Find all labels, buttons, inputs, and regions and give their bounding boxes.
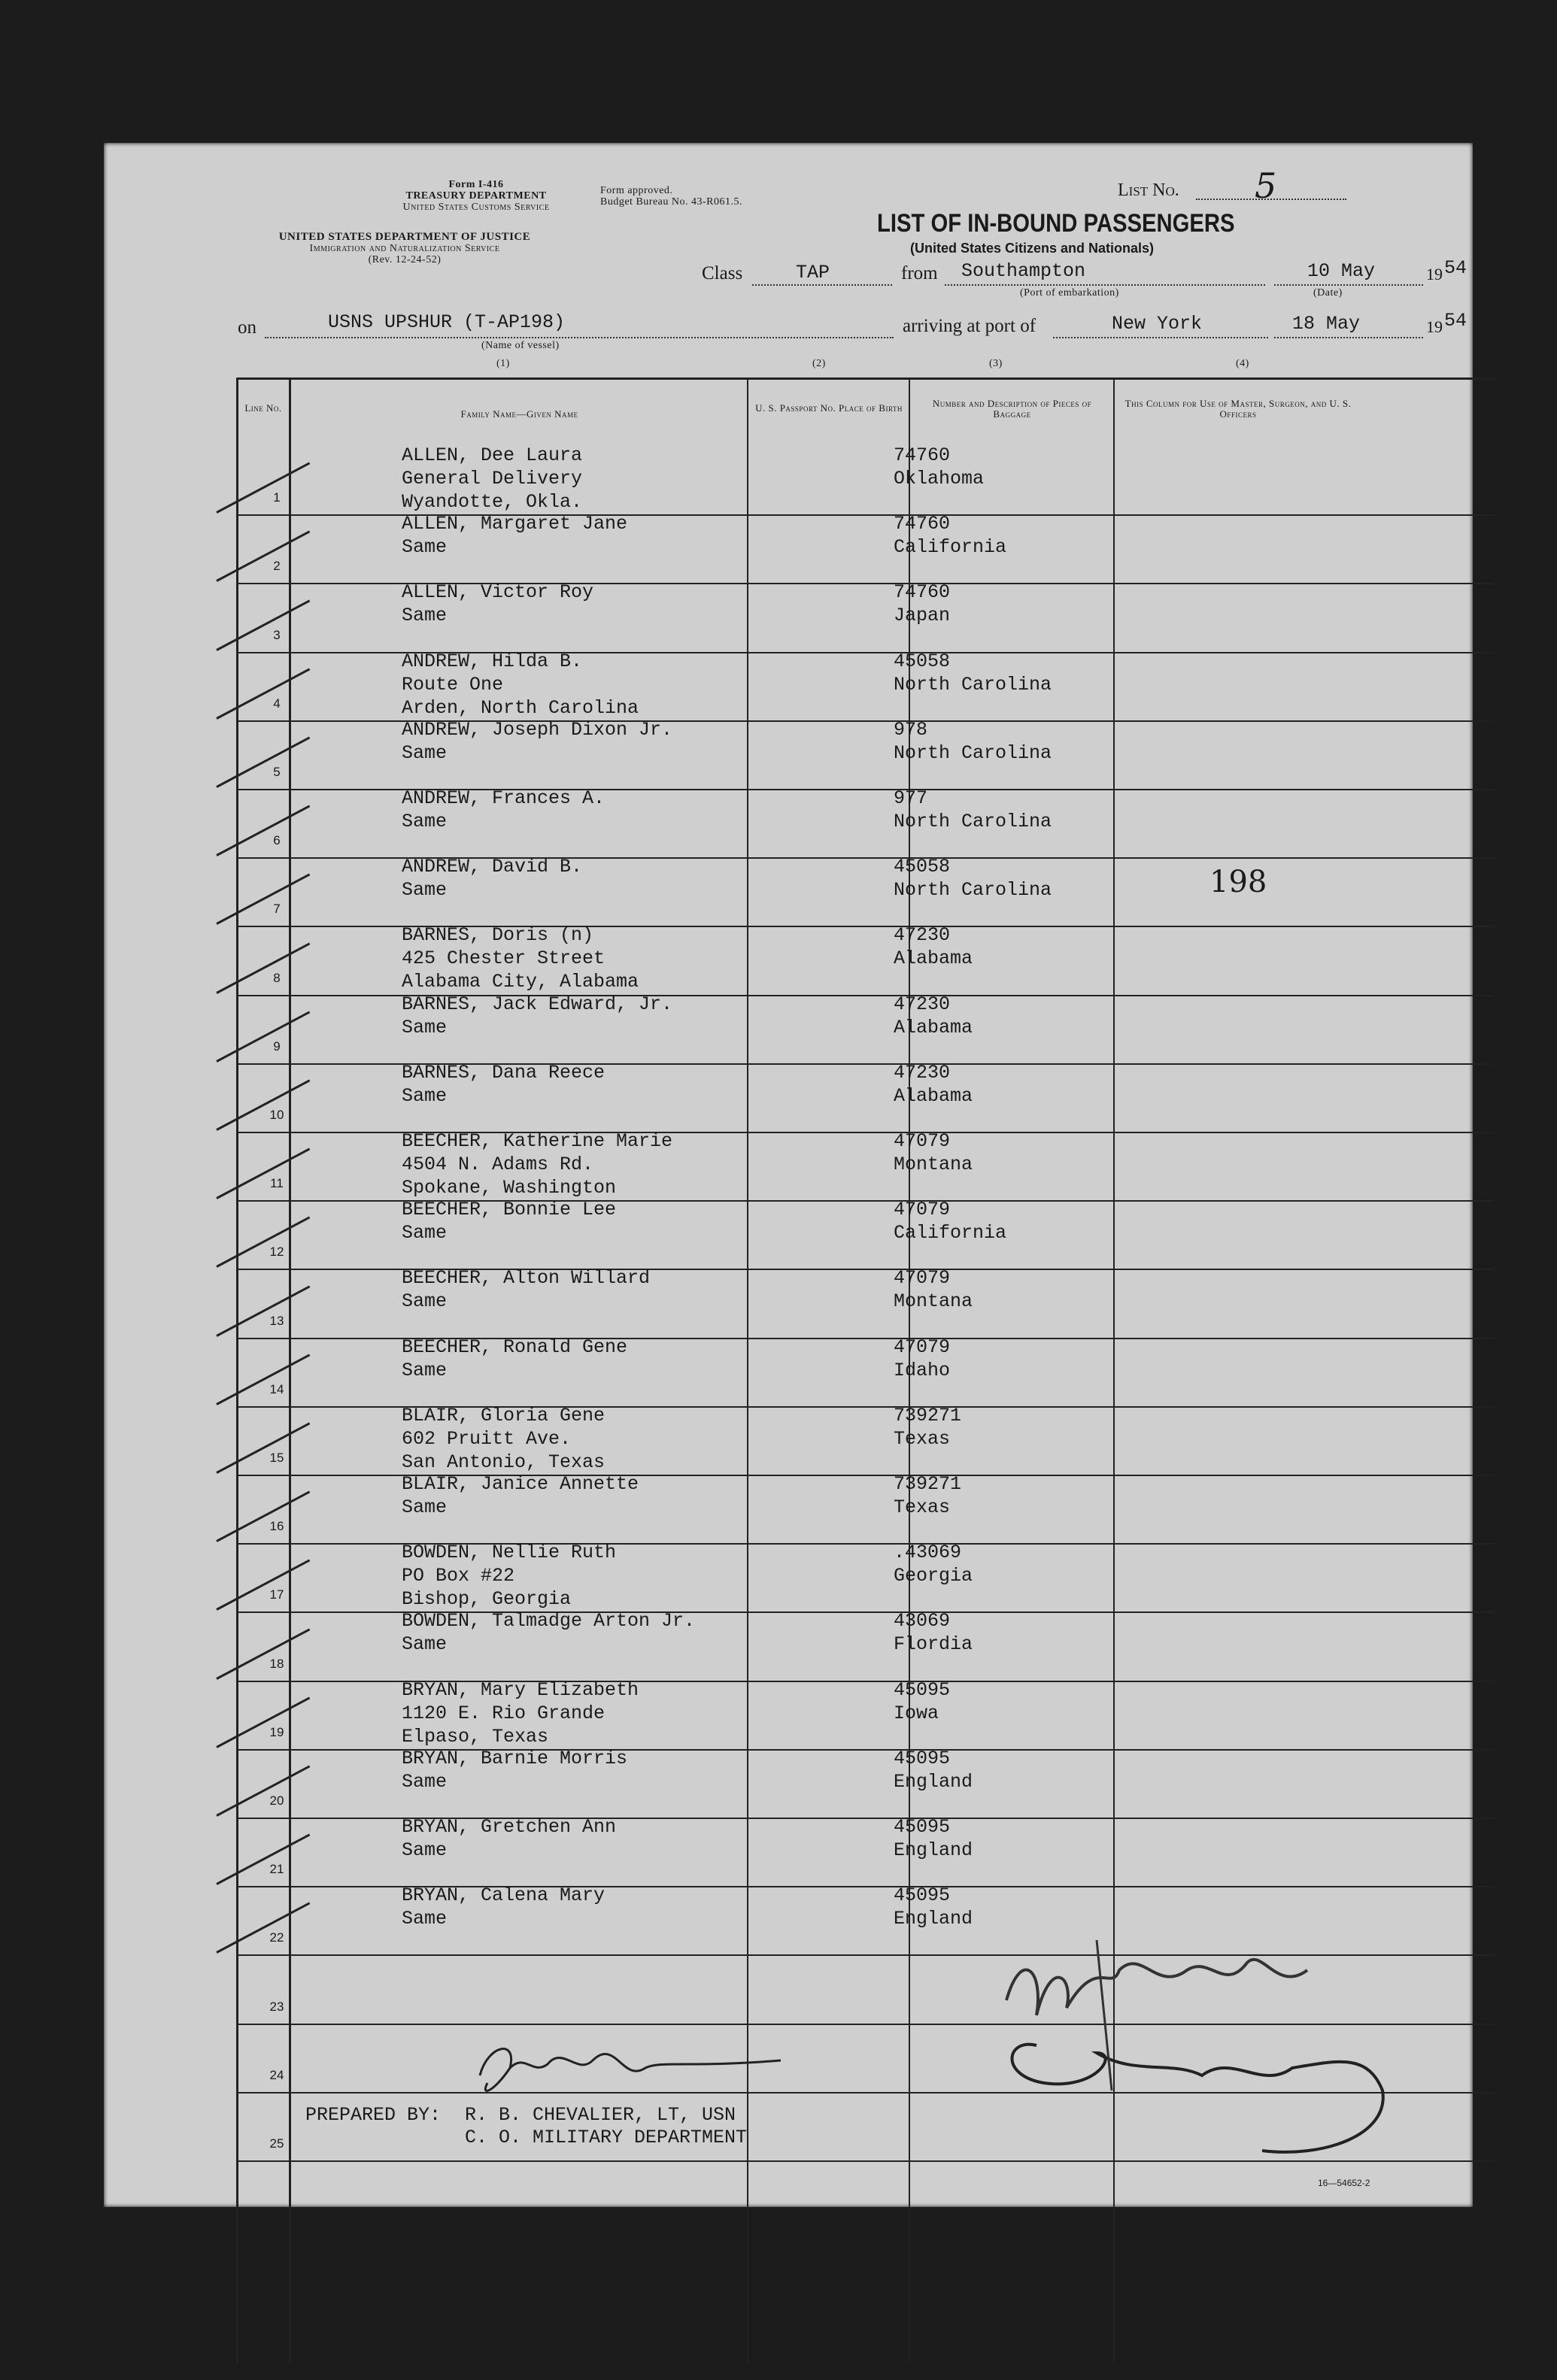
arriving-label: arriving at port of xyxy=(903,316,1036,336)
line-number: 16 xyxy=(269,1519,284,1534)
table-row xyxy=(104,1747,1473,1819)
check-mark-icon xyxy=(216,1560,310,1611)
list-no-label: List No. xyxy=(1118,180,1179,200)
form-id-block xyxy=(360,179,593,213)
passport-birthplace: 47079 California xyxy=(894,1199,1007,1245)
customs-service: United States Customs Service xyxy=(402,202,550,213)
line-number: 21 xyxy=(269,1862,284,1877)
passenger-name: ALLEN, Margaret Jane Same xyxy=(402,513,628,559)
passport-birthplace: 45095 Iowa xyxy=(894,1678,951,1724)
passport-birthplace: 74760 California xyxy=(894,513,1007,559)
passenger-name: BARNES, Doris (n) 425 Chester Street Alabama City, Alabama xyxy=(402,924,639,993)
officer-signature-icon xyxy=(871,1865,1443,2211)
form-number: Form I-416 xyxy=(448,179,504,190)
passenger-name: ANDREW, Hilda B. Route One Arden, North Carolina xyxy=(402,650,639,719)
passport-birthplace: .43069 Georgia xyxy=(894,1542,973,1587)
col-num-4: (4) xyxy=(1236,358,1249,369)
table-row xyxy=(104,856,1473,927)
line-number: 25 xyxy=(269,2136,284,2151)
line-number: 15 xyxy=(269,1450,284,1465)
line-number: 14 xyxy=(269,1381,284,1396)
col-header-line-no: Line No. xyxy=(244,402,282,414)
check-mark-icon xyxy=(216,1354,310,1405)
table-row xyxy=(104,787,1473,859)
table-row xyxy=(104,581,1473,653)
passenger-name: BRYAN, Barnie Morris Same xyxy=(402,1747,628,1793)
table-row xyxy=(104,1267,1473,1339)
line-number: 9 xyxy=(273,1038,281,1054)
vessel-value: USNS UPSHUR (T-AP198) xyxy=(328,311,566,333)
table-row xyxy=(104,1061,1473,1133)
line-number: 23 xyxy=(269,1999,284,2014)
table-row xyxy=(104,993,1473,1065)
line-number: 19 xyxy=(269,1724,284,1739)
passenger-name: BRYAN, Gretchen Ann Same xyxy=(402,1816,617,1861)
passport-birthplace: 47230 Alabama xyxy=(894,924,973,970)
passenger-name: BLAIR, Gloria Gene 602 Pruitt Ave. San Antonio, Texas xyxy=(402,1404,606,1473)
date-arrival-line xyxy=(1274,337,1423,338)
passport-birthplace: 45058 North Carolina xyxy=(894,650,1052,696)
check-mark-icon xyxy=(216,1834,310,1885)
table-row xyxy=(104,513,1473,584)
passport-birthplace: 74760 Oklahoma xyxy=(894,444,985,490)
line-number: 12 xyxy=(269,1245,284,1260)
passenger-list-form xyxy=(104,143,1473,2207)
check-mark-icon xyxy=(216,1628,310,1679)
line-number: 4 xyxy=(273,696,281,711)
preparer-signature-icon xyxy=(465,2023,811,2113)
passenger-name: BOWDEN, Talmadge Arton Jr. Same xyxy=(402,1610,696,1656)
passenger-name: BARNES, Jack Edward, Jr. Same xyxy=(402,993,673,1038)
line-number: 11 xyxy=(270,1176,284,1191)
line-number: 17 xyxy=(269,1587,284,1602)
passport-birthplace: 45058 North Carolina xyxy=(894,856,1052,902)
passenger-name: ANDREW, Frances A. Same xyxy=(402,787,606,832)
line-number: 10 xyxy=(269,1107,284,1122)
check-mark-icon xyxy=(216,1079,310,1130)
passport-birthplace: 47079 Idaho xyxy=(894,1336,951,1381)
passport-birthplace: 739271 Texas xyxy=(894,1473,962,1518)
passenger-name: BARNES, Dana Reece Same xyxy=(402,1061,606,1107)
passenger-name: BLAIR, Janice Annette Same xyxy=(402,1473,639,1518)
line-number: 18 xyxy=(269,1656,284,1671)
col-num-1: (1) xyxy=(496,358,510,369)
line-number: 24 xyxy=(269,2067,284,2082)
port-embark-caption: (Port of embarkation) xyxy=(1020,287,1119,299)
on-label: on xyxy=(238,317,256,338)
line-number: 5 xyxy=(273,764,281,779)
line-number: 1 xyxy=(273,490,281,505)
justice-block xyxy=(228,232,581,265)
justice-dept: UNITED STATES DEPARTMENT OF JUSTICE xyxy=(278,231,531,243)
class-value: TAP xyxy=(796,262,830,283)
check-mark-icon xyxy=(216,1902,310,1954)
passenger-name: BEECHER, Alton Willard Same xyxy=(402,1267,651,1313)
date-embark-value: 10 May xyxy=(1307,260,1376,282)
check-mark-icon xyxy=(216,736,310,787)
ins-name: Immigration and Naturalization Service xyxy=(309,243,500,254)
class-label: Class xyxy=(702,263,743,283)
table-row xyxy=(104,1130,1473,1202)
date-caption: (Date) xyxy=(1313,287,1343,299)
prepared-department: C. O. MILITARY DEPARTMENT xyxy=(465,2127,748,2148)
from-label: from xyxy=(901,263,938,283)
table-row xyxy=(104,1473,1473,1545)
passenger-name: BEECHER, Ronald Gene Same xyxy=(402,1336,628,1381)
form-approved: Form approved. xyxy=(600,185,673,196)
check-mark-icon xyxy=(216,599,310,650)
check-mark-icon xyxy=(216,1148,310,1199)
passenger-name: ALLEN, Dee Laura General Delivery Wyandotte, Okla. xyxy=(402,444,583,513)
check-mark-icon xyxy=(216,805,310,856)
treasury-dept: TREASURY DEPARTMENT xyxy=(405,190,547,202)
table-row xyxy=(104,650,1473,722)
check-mark-icon xyxy=(216,1011,310,1062)
table-row xyxy=(104,1336,1473,1408)
check-mark-icon xyxy=(216,942,310,993)
line-number: 20 xyxy=(269,1793,284,1808)
passport-birthplace: 74760 Japan xyxy=(894,581,951,627)
check-mark-icon xyxy=(216,1765,310,1816)
prepared-label: PREPARED BY: xyxy=(305,2104,442,2126)
passport-birthplace: 43069 Flordia xyxy=(894,1610,973,1656)
table-row xyxy=(104,718,1473,790)
passport-birthplace: 47230 Alabama xyxy=(894,993,973,1038)
col-num-3: (3) xyxy=(989,358,1003,369)
passenger-name: ANDREW, David B. Same xyxy=(402,856,583,902)
line-number: 8 xyxy=(273,970,281,985)
year-embark: 54 xyxy=(1444,257,1467,279)
page-subtitle: (United States Citizens and Nationals) xyxy=(910,241,1155,256)
passport-birthplace: 45095 England xyxy=(894,1884,973,1930)
port-arrival-line xyxy=(1053,337,1268,338)
col-header-officers: This Column for Use of Master, Surgeon, and U. S. Officers xyxy=(1124,398,1352,420)
passport-birthplace: 47079 Montana xyxy=(894,1267,973,1313)
passport-birthplace: 45095 England xyxy=(894,1747,973,1793)
check-mark-icon xyxy=(216,462,310,514)
passport-birthplace: 47230 Alabama xyxy=(894,1061,973,1107)
passport-birthplace: 47079 Montana xyxy=(894,1130,973,1175)
prepared-name: R. B. CHEVALIER, LT, USN xyxy=(465,2104,736,2126)
line-number: 22 xyxy=(269,1930,284,1945)
check-mark-icon xyxy=(216,668,310,719)
page-title: LIST OF IN-BOUND PASSENGERS xyxy=(877,209,1235,238)
date-embark-line xyxy=(1274,284,1423,286)
table-row xyxy=(104,1199,1473,1270)
approval-block xyxy=(600,185,742,208)
passenger-name: BEECHER, Bonnie Lee Same xyxy=(402,1199,617,1245)
check-mark-icon xyxy=(216,1217,310,1268)
passenger-name: ANDREW, Joseph Dixon Jr. Same xyxy=(402,718,673,764)
year-arrival: 54 xyxy=(1444,310,1467,332)
line-number: 6 xyxy=(273,833,281,848)
col-header-name: Family Name—Given Name xyxy=(460,408,578,420)
passport-birthplace: 977 North Carolina xyxy=(894,787,1052,832)
passport-birthplace: 45095 England xyxy=(894,1816,973,1861)
passenger-name: BOWDEN, Nellie Ruth PO Box #22 Bishop, Georgia xyxy=(402,1542,617,1611)
class-line xyxy=(752,284,892,286)
check-mark-icon xyxy=(216,874,310,925)
passenger-name: ALLEN, Victor Roy Same xyxy=(402,581,594,627)
check-mark-icon xyxy=(216,1491,310,1542)
check-mark-icon xyxy=(216,1696,310,1748)
table-row xyxy=(104,444,1473,516)
table-top-rule xyxy=(236,377,1494,380)
passenger-name: BRYAN, Calena Mary Same xyxy=(402,1884,606,1930)
officers-note: 198 xyxy=(1209,865,1267,899)
passport-birthplace: 978 North Carolina xyxy=(894,718,1052,764)
port-arrival-value: New York xyxy=(1112,313,1203,335)
revision: (Rev. 12-24-52) xyxy=(368,254,442,265)
line-number: 2 xyxy=(273,559,281,574)
table-row xyxy=(104,1404,1473,1476)
year-prefix-2: 19 xyxy=(1426,317,1443,336)
table-row xyxy=(104,1610,1473,1681)
passport-birthplace: 739271 Texas xyxy=(894,1404,962,1450)
check-mark-icon xyxy=(216,1285,310,1336)
port-embark-line xyxy=(945,284,1265,286)
table-row xyxy=(104,924,1473,996)
check-mark-icon xyxy=(216,1422,310,1473)
check-mark-icon xyxy=(216,531,310,582)
list-no-value: 5 xyxy=(1255,165,1277,206)
passenger-name: BEECHER, Katherine Marie 4504 N. Adams Rd. Spokane, Washington xyxy=(402,1130,673,1199)
footer-code: 16—54652-2 xyxy=(1318,2178,1370,2188)
vessel-line xyxy=(265,337,894,338)
line-number: 3 xyxy=(273,627,281,642)
table-row xyxy=(104,1542,1473,1613)
vessel-caption: (Name of vessel) xyxy=(481,340,560,351)
line-number: 7 xyxy=(273,902,281,917)
col-header-passport: U. S. Passport No. Place of Birth xyxy=(755,402,903,414)
port-embark-value: Southampton xyxy=(961,260,1086,282)
col-header-baggage: Number and Description of Pieces of Baggage xyxy=(932,398,1092,420)
year-prefix: 19 xyxy=(1426,265,1443,283)
budget-bureau: Budget Bureau No. 43-R061.5. xyxy=(600,196,742,208)
date-arrival-value: 18 May xyxy=(1292,313,1361,335)
line-number: 13 xyxy=(269,1313,284,1328)
col-num-2: (2) xyxy=(812,358,826,369)
table-row xyxy=(104,1678,1473,1751)
passenger-name: BRYAN, Mary Elizabeth 1120 E. Rio Grande Elpaso, Texas xyxy=(402,1678,639,1748)
